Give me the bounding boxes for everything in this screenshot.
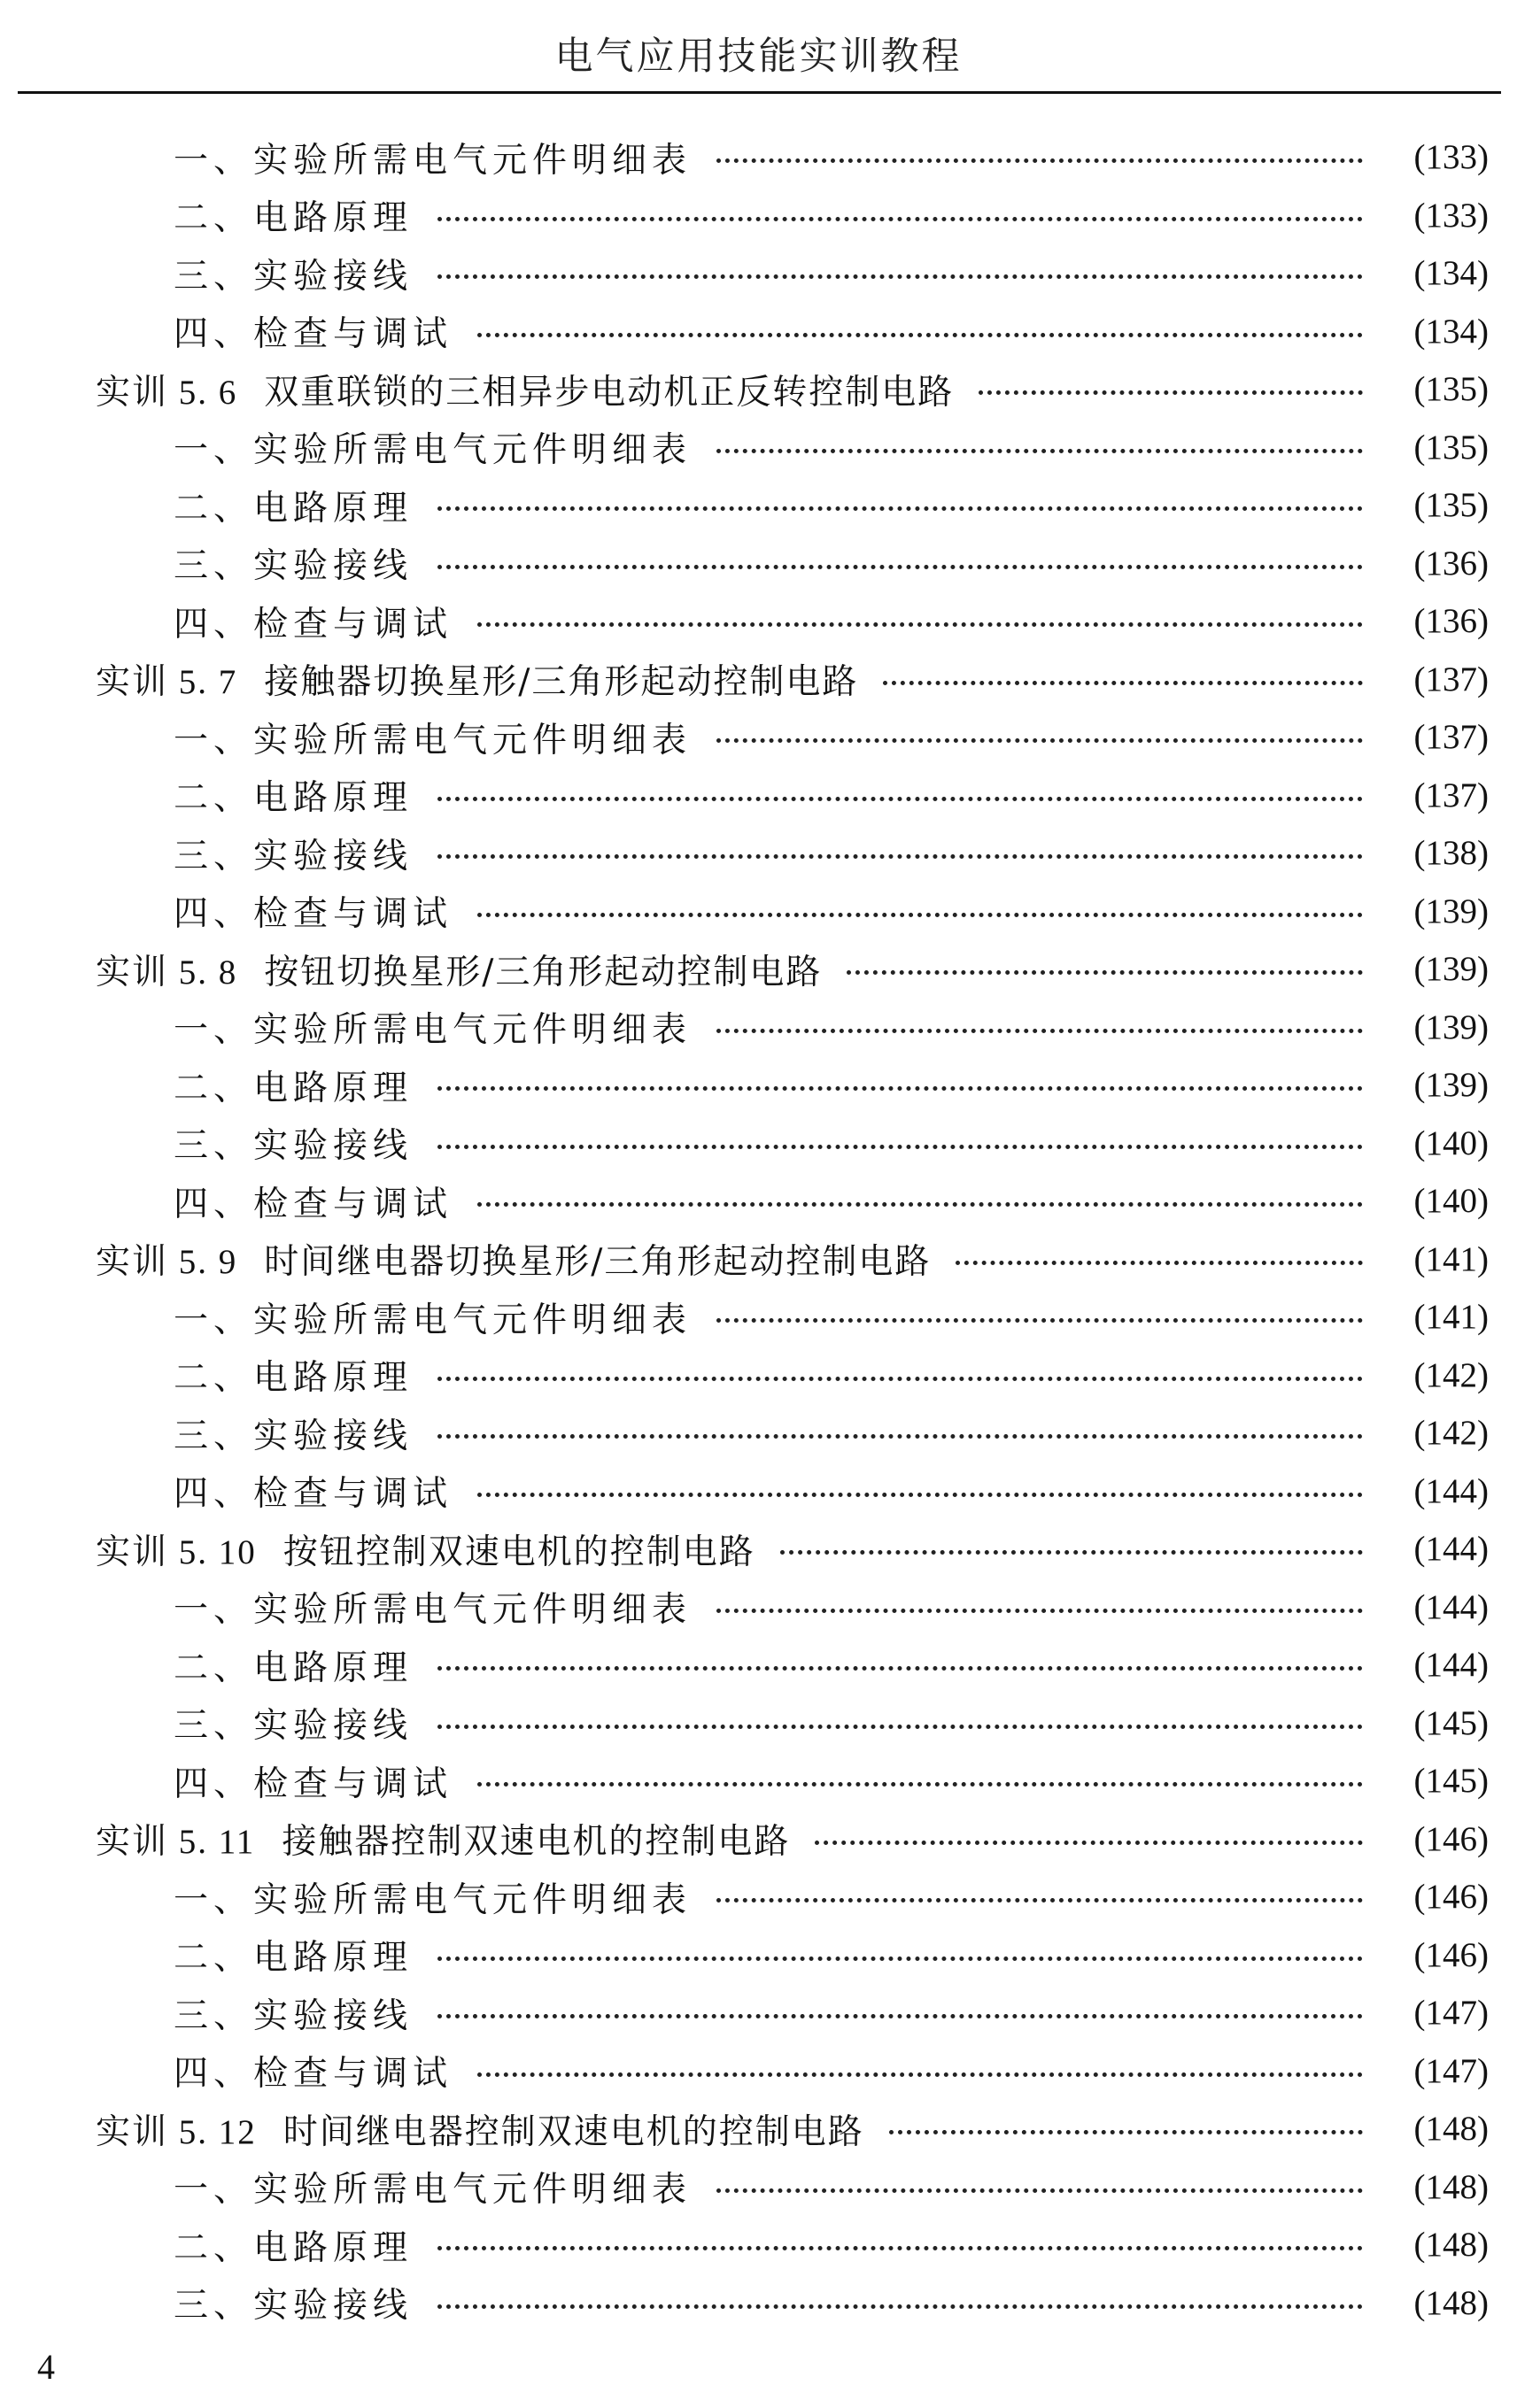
toc-section-entry [0,303,1517,361]
toc-entry-title: 四、检查与调试 [174,894,453,935]
toc-page-number: (134) [1413,312,1489,351]
toc-entry-title [96,1814,790,1864]
dot-leader [979,390,1363,395]
toc-page-number: (141) [1413,1298,1489,1337]
toc-entry-title [96,945,822,994]
toc-entry-title: 一、实验所需电气元件明细表 [174,140,693,181]
toc-section-entry [0,1347,1517,1405]
toc-chapter-title: 双重联锁的三相异步电动机正反转控制电路 [264,372,955,413]
toc-page-number: (135) [1413,486,1489,525]
toc-entry-title [96,365,954,414]
toc-section-entry [0,1404,1517,1463]
dot-leader [716,1029,1363,1033]
toc-page-number: (135) [1413,428,1489,467]
dot-leader [437,2304,1363,2309]
toc-entry-title: 一、实验所需电气元件明细表 [174,1300,693,1340]
toc-chapter-title: 时间继电器控制双速电机的控制电路 [283,2111,864,2152]
toc-page-number: (148) [1413,2167,1489,2206]
toc-entry-title: 二、电路原理 [174,1938,414,1979]
toc-chapter-number: 实训 5. 6 [96,373,238,412]
toc-entry-title: 三、实验接线 [174,546,414,587]
toc-page-number: (142) [1413,1355,1489,1394]
toc-section-entry [0,476,1517,535]
toc-entry-title: 一、实验所需电气元件明细表 [174,430,693,471]
dot-leader [437,797,1363,801]
toc-section-entry [0,592,1517,651]
toc-entry-title [96,2104,864,2154]
toc-section-entry [0,244,1517,303]
dot-leader [883,681,1363,685]
toc-chapter-entry [0,1520,1517,1578]
toc-entry-title: 一、实验所需电气元件明细表 [174,1879,693,1920]
header-rule [18,91,1501,94]
toc-entry-title: 三、实验接线 [174,1995,414,2036]
toc-section-entry [0,535,1517,593]
toc-entry-title: 二、电路原理 [174,2227,414,2268]
toc-entry-title: 四、检查与调试 [174,1764,453,1804]
toc-page-number: (138) [1413,834,1489,873]
toc-page-number: (135) [1413,370,1489,409]
toc-page-number: (148) [1413,2226,1489,2265]
toc-chapter-title: 接触器控制双速电机的控制电路 [282,1822,791,1863]
dot-leader [477,1782,1363,1787]
dot-leader [716,2188,1363,2193]
toc-page-number: (136) [1413,602,1489,641]
dot-leader [437,2014,1363,2018]
toc-entry-title: 三、实验接线 [174,1416,414,1456]
dot-leader [477,1202,1363,1207]
dot-leader [716,158,1363,163]
toc-entry-title [96,1234,931,1284]
toc-section-entry [0,767,1517,825]
toc-page-number: (140) [1413,1123,1489,1162]
toc-page-number: (145) [1413,1703,1489,1742]
toc-section-entry [0,1926,1517,1985]
toc-entry-title: 四、检查与调试 [174,1184,453,1224]
dot-leader [437,506,1363,511]
dot-leader [716,1898,1363,1902]
toc-page-number: (144) [1413,1471,1489,1510]
toc-entry-title [96,654,858,704]
toc-entry-title [96,1524,755,1574]
toc-page-number: (147) [1413,1994,1489,2033]
dot-leader [889,2130,1363,2134]
toc-chapter-entry [0,651,1517,709]
dot-leader [437,1956,1363,1961]
dot-leader [437,1725,1363,1729]
toc-entry-title: 二、电路原理 [174,1358,414,1399]
toc-page-number: (139) [1413,891,1489,930]
toc-chapter-title: 按钮切换星形/三角形起动控制电路 [264,952,823,992]
dot-leader [716,449,1363,453]
toc-chapter-entry [0,940,1517,999]
toc-section-entry [0,883,1517,941]
toc-page-number: (146) [1413,1935,1489,1974]
dot-leader [780,1550,1363,1555]
dot-leader [716,738,1363,743]
dot-leader [437,854,1363,859]
toc-entry-title: 四、检查与调试 [174,314,453,355]
toc-entry-title: 三、实验接线 [174,836,414,876]
toc-entry-title: 三、实验接线 [174,1126,414,1167]
toc-chapter-number: 实训 5. 7 [96,663,238,702]
dot-leader [477,333,1363,337]
toc-chapter-entry [0,1231,1517,1289]
dot-leader [477,913,1363,917]
dot-leader [847,970,1363,975]
dot-leader [437,565,1363,569]
toc-chapter-number: 实训 5. 12 [96,2112,257,2151]
running-header-title: 电气应用技能实训教程 [554,35,963,79]
dot-leader [477,622,1363,627]
dot-leader [437,1666,1363,1671]
toc-entry-title: 四、检查与调试 [174,604,453,644]
toc-page-number: (148) [1413,2110,1489,2149]
toc-page-number: (146) [1413,1819,1489,1858]
toc-page-number: (139) [1413,1007,1489,1046]
toc-entry-title: 二、电路原理 [174,778,414,819]
toc-entry-title: 三、实验接线 [174,2286,414,2327]
toc-chapter-entry [0,2100,1517,2158]
toc-page-number: (144) [1413,1646,1489,1685]
toc-section-entry [0,708,1517,767]
toc-page-number: (137) [1413,718,1489,757]
dot-leader [716,1318,1363,1323]
dot-leader [437,1145,1363,1149]
toc-page-number: (137) [1413,660,1489,698]
toc-section-entry [0,1172,1517,1231]
toc-section-entry [0,999,1517,1057]
toc-section-entry [0,1868,1517,1926]
toc-chapter-entry [0,1810,1517,1869]
toc-entry-title: 一、实验所需电气元件明细表 [174,1010,693,1051]
toc-page-number: (148) [1413,2283,1489,2322]
toc-entry-title: 二、电路原理 [174,198,414,239]
toc-section-entry [0,1056,1517,1115]
toc-section-entry [0,419,1517,477]
dot-leader [437,1377,1363,1381]
toc-section-entry [0,1636,1517,1694]
toc-section-entry [0,824,1517,883]
toc-section-entry [0,1463,1517,1521]
toc-page-number: (133) [1413,138,1489,177]
toc-entry-title: 四、检查与调试 [174,1474,453,1515]
dot-leader [956,1261,1363,1265]
toc-page-number: (134) [1413,254,1489,293]
toc-entry-title: 一、实验所需电气元件明细表 [174,2170,693,2211]
dot-leader [437,1434,1363,1439]
toc-page-number: (144) [1413,1587,1489,1626]
toc-page-number: (146) [1413,1878,1489,1917]
toc-page-number: (139) [1413,950,1489,989]
toc-page-number: (141) [1413,1239,1489,1278]
toc-page-number: (144) [1413,1530,1489,1569]
toc-chapter-number: 实训 5. 10 [96,1532,257,1571]
toc-entry-title: 三、实验接线 [174,1706,414,1747]
dot-leader [477,1493,1363,1497]
toc-entry-title: 一、实验所需电气元件明细表 [174,1590,693,1631]
toc-entry-title: 二、电路原理 [174,488,414,529]
toc-section-entry [0,2158,1517,2217]
dot-leader [815,1841,1363,1845]
toc-section-entry [0,128,1517,187]
toc-chapter-title: 时间继电器切换星形/三角形起动控制电路 [264,1242,932,1283]
toc-entry-title: 一、实验所需电气元件明细表 [174,720,693,760]
toc-page-number: (145) [1413,1762,1489,1801]
toc-section-entry [0,2216,1517,2274]
dot-leader [477,2072,1363,2077]
toc-page-number: (139) [1413,1066,1489,1105]
toc-entry-title: 三、实验接线 [174,256,414,297]
dot-leader [716,1609,1363,1613]
dot-leader [437,2246,1363,2250]
toc-section-entry [0,1694,1517,1753]
toc-entry-title: 二、电路原理 [174,1648,414,1688]
toc-page-number: (140) [1413,1182,1489,1221]
toc-page-number: (142) [1413,1414,1489,1453]
toc-section-entry [0,2274,1517,2333]
toc-entry-title: 二、电路原理 [174,1068,414,1108]
toc-section-entry [0,2042,1517,2101]
toc-section-entry [0,1578,1517,1637]
toc-section-entry [0,1752,1517,1810]
toc-page-number: (147) [1413,2051,1489,2090]
dot-leader [437,217,1363,221]
toc-page-number: (133) [1413,196,1489,235]
toc-chapter-number: 实训 5. 9 [96,1243,238,1282]
toc-chapter-title: 接触器切换星形/三角形起动控制电路 [264,662,859,703]
toc-entry-title: 四、检查与调试 [174,2054,453,2095]
toc-chapter-entry [0,360,1517,419]
toc-page-number: (137) [1413,776,1489,814]
toc-section-entry [0,1288,1517,1347]
toc-chapter-number: 实训 5. 11 [96,1823,256,1862]
toc-page-number: (136) [1413,544,1489,583]
dot-leader [437,1086,1363,1091]
toc-section-entry [0,187,1517,245]
dot-leader [437,274,1363,279]
table-of-contents [0,128,1517,2332]
page-number: 4 [37,2347,55,2387]
toc-chapter-title: 按钮控制双速电机的控制电路 [283,1532,755,1572]
toc-chapter-number: 实训 5. 8 [96,953,238,992]
toc-section-entry [0,1115,1517,1173]
toc-section-entry [0,1984,1517,2042]
